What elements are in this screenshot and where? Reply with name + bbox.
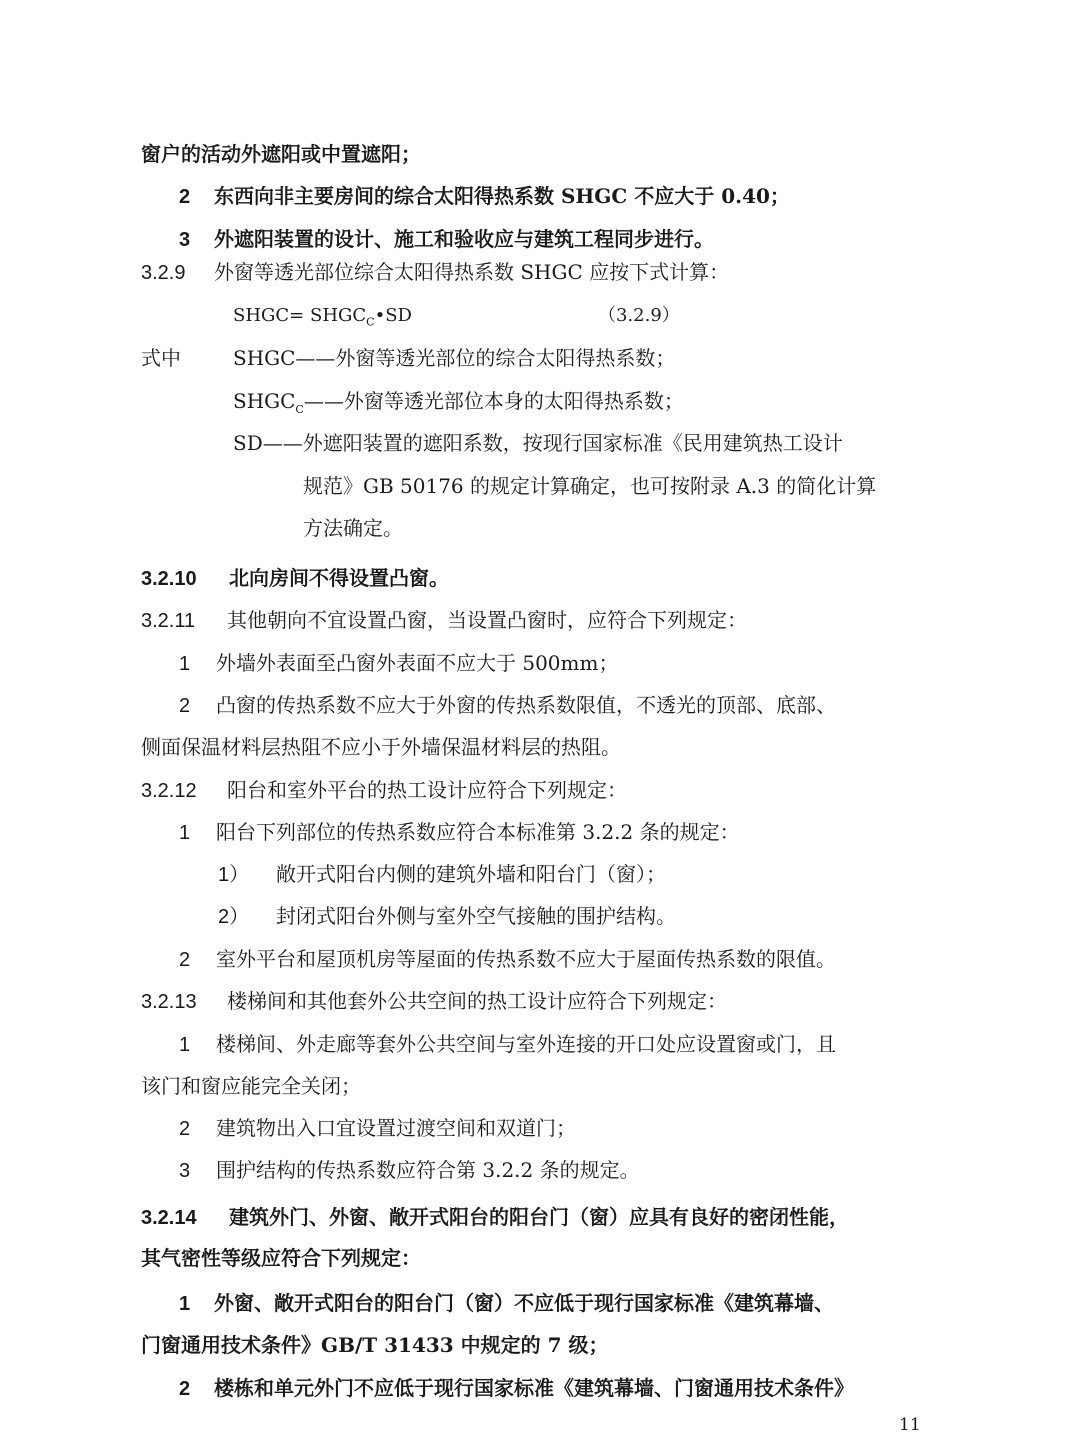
- text-line: 其气密性等级应符合下列规定：: [141, 1246, 421, 1270]
- formula-number: （3.2.9）: [598, 305, 680, 326]
- clause-3-2-14: 3.2.14 建筑外门、外窗、敞开式阳台的阳台门（窗）应具有良好的密闭性能，: [141, 1205, 849, 1229]
- list-item: 2 室外平台和屋顶机房等屋面的传热系数不应大于屋面传热系数的限值。: [179, 947, 836, 971]
- list-item: 1 阳台下列部位的传热系数应符合本标准第 3.2.2 条的规定：: [179, 820, 740, 844]
- formula-definition: $SHGC_C——$外窗等透光部位本身的太阳得热系数；: [233, 389, 684, 416]
- clause-3-2-11: 3.2.11 其他朝向不宜设置凸窗，当设置凸窗时，应符合下列规定：: [141, 608, 747, 632]
- text-line: 侧面保温材料层热阻不应小于外墙保温材料层的热阻。: [141, 735, 621, 759]
- formula-where: 式中 SHGC——外窗等透光部位的综合太阳得热系数；: [141, 346, 676, 370]
- sub-list-item: 1） 敞开式阳台内侧的建筑外墙和阳台门（窗）；: [218, 862, 666, 886]
- clause-3-2-10: 3.2.10 北向房间不得设置凸窗。: [141, 566, 449, 590]
- list-item: 2 东西向非主要房间的综合太阳得热系数 SHGC 不应大于 0.40；: [179, 184, 790, 208]
- text-line: 窗户的活动外遮阳或中置遮阳；: [141, 142, 421, 166]
- text-line: 规范》GB 50176 的规定计算确定，也可按附录 A.3 的简化计算: [303, 474, 877, 498]
- list-item: 3 围护结构的传热系数应符合第 3.2.2 条的规定。: [179, 1158, 640, 1182]
- sub-list-item: 2） 封闭式阳台外侧与室外空气接触的围护结构。: [218, 904, 676, 928]
- formula-definition: SD——外遮阳装置的遮阳系数，按现行国家标准《民用建筑热工设计: [233, 431, 843, 455]
- text-line: 方法确定。: [303, 516, 403, 540]
- clause-3-2-13: 3.2.13 楼梯间和其他套外公共空间的热工设计应符合下列规定：: [141, 989, 727, 1013]
- list-item: 1 外窗、敞开式阳台的阳台门（窗）不应低于现行国家标准《建筑幕墙、: [179, 1291, 834, 1315]
- list-item: 2 凸窗的传热系数不应大于外窗的传热系数限值，不透光的顶部、底部、: [179, 693, 836, 717]
- list-item: 1 楼梯间、外走廊等套外公共空间与室外连接的开口处应设置窗或门，且: [179, 1032, 836, 1056]
- list-item: 2 楼栋和单元外门不应低于现行国家标准《建筑幕墙、门窗通用技术条件》: [179, 1376, 854, 1400]
- list-item: 1 外墙外表面至凸窗外表面不应大于 500mm；: [179, 651, 619, 675]
- list-item: 2 建筑物出入口宜设置过渡空间和双道门；: [179, 1116, 576, 1140]
- list-item: 3 外遮阳装置的设计、施工和验收应与建筑工程同步进行。: [179, 227, 714, 251]
- text-line: 该门和窗应能完全关闭；: [141, 1074, 361, 1098]
- clause-3-2-12: 3.2.12 阳台和室外平台的热工设计应符合下列规定：: [141, 778, 627, 802]
- page-number: 11: [899, 1415, 921, 1435]
- clause-3-2-9: 3.2.9 外窗等透光部位综合太阳得热系数 SHGC 应按下式计算：: [141, 260, 730, 284]
- formula: SHGC= $SHGC_C•SD$: [233, 305, 412, 329]
- text-line: 门窗通用技术条件》GB/T 31433 中规定的 7 级；: [141, 1333, 609, 1357]
